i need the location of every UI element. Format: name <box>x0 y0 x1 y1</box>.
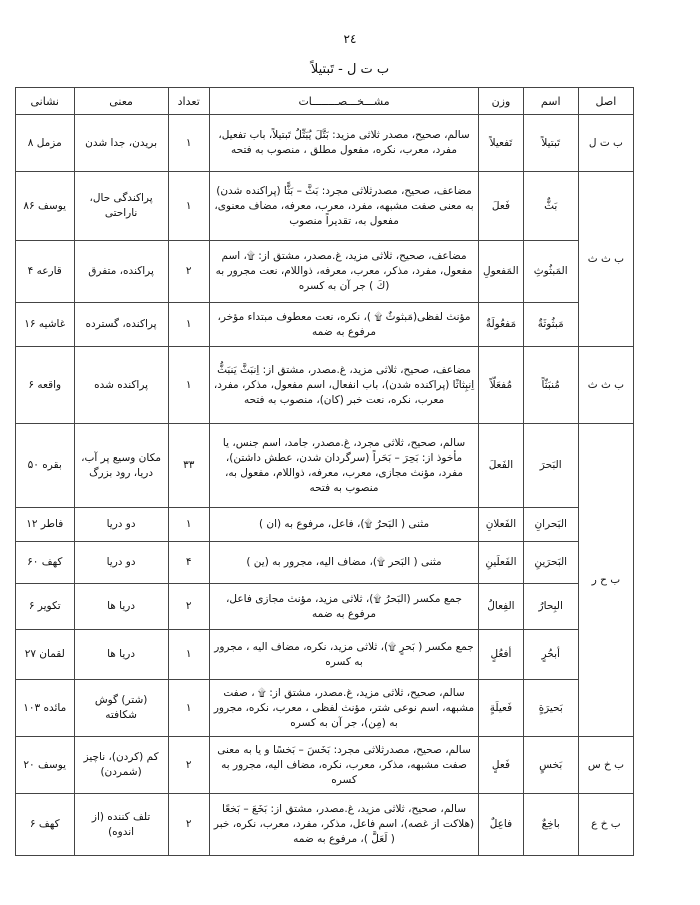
features-cell: مثنى ( البَحر ۩)، مضاف اليه، مجرور به (ين ) <box>209 542 478 584</box>
table-row <box>16 303 634 347</box>
noun-cell: البَحرانِ <box>523 508 578 542</box>
pattern-cell: الفِعالُ <box>479 584 523 630</box>
pattern-cell: الفَعلانِ <box>479 508 523 542</box>
meaning-cell: دريا ها <box>74 584 168 630</box>
table-row <box>16 241 634 303</box>
features-cell: مضاعف، صحيح، مصدرثلاثى مجرد: بَثَّ – بَثًّا (پراكنده شدن) به معنى صفت مشبهه، مفرد، معرب، معرفه، مضاف معنوى، مفعول به، تقديراً منصوب <box>209 172 478 241</box>
header-noun: اسم <box>523 88 578 115</box>
features-cell: جمع مكسر (البَحرُ ۩)، ثلاثى مزيد، مؤنث مجازى فاعل، مرفوع به ضمه <box>209 584 478 630</box>
features-cell: سالم، صحيح، ثلاثى مجرد، غ.مصدر، جامد، اسم جنس، يا مأخوذ از: بَحِرَ – بَحَراً (سرگردان شدن، عطش داشتن)، مفرد، مؤنث مجازى، معرب، معرفه، ذواللام، مفعول به، منصوب به فتحه <box>209 424 478 508</box>
pattern-cell: فَعيلَةٍ <box>479 680 523 737</box>
reference-cell: بقره ۵٠ <box>16 424 75 508</box>
root-cell: ب ح ر <box>578 424 633 737</box>
noun-cell: بَثٌّ <box>523 172 578 241</box>
table-row <box>16 737 634 794</box>
count-cell: ٢ <box>168 241 209 303</box>
meaning-cell: كم (كردن)، ناچيز (شمردن) <box>74 737 168 794</box>
meaning-cell: پراكندگى حال، ناراحتى <box>74 172 168 241</box>
noun-cell: بَخسٍ <box>523 737 578 794</box>
noun-cell: أبحُرٍ <box>523 630 578 680</box>
header-pattern: وزن <box>479 88 523 115</box>
noun-cell: بَحيرَةٍ <box>523 680 578 737</box>
features-cell: مضاعف، صحيح، ثلاثى مزيد، غ.مصدر، مشتق از: ۩، اسم مفعول، مفرد، مذكر، معرب، معرفه، ذواللام، نعت مجرور به (كَ ) جر آن به كسره <box>209 241 478 303</box>
pattern-cell: الفَعلَينِ <box>479 542 523 584</box>
table-row <box>16 630 634 680</box>
noun-cell: باخِعٌ <box>523 794 578 856</box>
noun-cell: البَحرَ <box>523 424 578 508</box>
meaning-cell: دريا ها <box>74 630 168 680</box>
noun-cell: مُنبَثّاً <box>523 347 578 424</box>
meaning-cell: پراكنده شده <box>74 347 168 424</box>
meaning-cell: تلف كننده (از اندوه) <box>74 794 168 856</box>
reference-cell: واقعه ۶ <box>16 347 75 424</box>
header-reference: نشانى <box>16 88 75 115</box>
table-row <box>16 424 634 508</box>
reference-cell: مزمل ٨ <box>16 115 75 172</box>
features-cell: سالم، صحيح، مصدرثلاثى مجرد: بَخَسَ – بَخسًا و يا به معنى صفت مشبهه، مذكر، معرب، نكره، مضاف اليه، مجرور به كسره <box>209 737 478 794</box>
meaning-cell: دو دريا <box>74 542 168 584</box>
root-cell: ب ت ل <box>578 115 633 172</box>
reference-cell: كهف ۶٠ <box>16 542 75 584</box>
count-cell: ١ <box>168 303 209 347</box>
noun-cell: مَبثُوثَةٌ <box>523 303 578 347</box>
noun-cell: تَبتيلاً <box>523 115 578 172</box>
page-number: ٢٤ <box>343 32 357 46</box>
pattern-cell: فَعلٍ <box>479 737 523 794</box>
table-row <box>16 347 634 424</box>
features-cell: سالم، صحيح، ثلاثى مزيد، غ.مصدر، مشتق از: ۩ ، صفت مشبهه، اسم نوعى شتر، مؤنث لفظى ، معرب، نكره، مجرور به (مِن)، جر آن به كسره <box>209 680 478 737</box>
count-cell: ١ <box>168 347 209 424</box>
count-cell: ١ <box>168 172 209 241</box>
count-cell: ٢ <box>168 584 209 630</box>
header-features: مشـــخـــصــــــــات <box>209 88 478 115</box>
pattern-cell: مُفعَلّاً <box>479 347 523 424</box>
reference-cell: لقمان ٢٧ <box>16 630 75 680</box>
features-cell: جمع مكسر ( بَحرٍ ۩)، ثلاثى مزيد، نكره، مضاف اليه ، مجرور به كسره <box>209 630 478 680</box>
count-cell: ۴ <box>168 542 209 584</box>
pattern-cell: فَعلَ <box>479 172 523 241</box>
count-cell: ٢ <box>168 794 209 856</box>
meaning-cell: بريدن، جدا شدن <box>74 115 168 172</box>
pattern-cell: أفعُلٍ <box>479 630 523 680</box>
header-count: تعداد <box>168 88 209 115</box>
reference-cell: فاطر ١٢ <box>16 508 75 542</box>
pattern-cell: مَفعُولَةٌ <box>479 303 523 347</box>
table-row <box>16 508 634 542</box>
count-cell: ٣٣ <box>168 424 209 508</box>
root-cell: ب خ ع <box>578 794 633 856</box>
reference-cell: يوسف ٢٠ <box>16 737 75 794</box>
table-row <box>16 584 634 630</box>
table-row <box>16 542 634 584</box>
reference-cell: تكوير ۶ <box>16 584 75 630</box>
pattern-cell: المَفعولِ <box>479 241 523 303</box>
reference-cell: غاشيه ١۶ <box>16 303 75 347</box>
count-cell: ٢ <box>168 737 209 794</box>
reference-cell: يوسف ٨۶ <box>16 172 75 241</box>
noun-cell: البَحرَينِ <box>523 542 578 584</box>
count-cell: ١ <box>168 115 209 172</box>
meaning-cell: پراكنده، متفرق <box>74 241 168 303</box>
root-cell: ب ث ث <box>578 347 633 424</box>
reference-cell: مائده ١٠٣ <box>16 680 75 737</box>
table-row <box>16 680 634 737</box>
table-header-row <box>16 88 634 115</box>
features-cell: مثنى ( البَحرُ ۩)، فاعل، مرفوع به (ان ) <box>209 508 478 542</box>
root-cell: ب ث ث <box>578 172 633 347</box>
count-cell: ١ <box>168 680 209 737</box>
meaning-cell: دو دريا <box>74 508 168 542</box>
pattern-cell: فاعِلٌ <box>479 794 523 856</box>
table-row <box>16 794 634 856</box>
features-cell: مؤنث لفظى(مَبثوثٌ ۩ )، نكره، نعت معطوف مبتداء مؤخر، مرفوع به ضمه <box>209 303 478 347</box>
table-row <box>16 172 634 241</box>
pattern-cell: الفَعلَ <box>479 424 523 508</box>
header-meaning: معنى <box>74 88 168 115</box>
table-row <box>16 115 634 172</box>
noun-cell: المَبثُوثِ <box>523 241 578 303</box>
meaning-cell: مكان وسيع پر آب، دريا، رود بزرگ <box>74 424 168 508</box>
features-cell: سالم، صحيح، مصدر ثلاثى مزيد: بَتَّلَ يُبَتِّلُ تَبتيلاً، باب تفعيل، مفرد، معرب، نكره، مفعول مطلق ، منصوب به فتحه <box>209 115 478 172</box>
noun-cell: البِحارُ <box>523 584 578 630</box>
reference-cell: كهف ۶ <box>16 794 75 856</box>
features-cell: سالم، صحيح، ثلاثى مزيد، غ.مصدر، مشتق از: بَخَعَ – بَخعًا (هلاكت از غصه)، اسم فاعل، مذكر، مفرد، معرب، نكره، خبر ( لَعَلَّ )، مرفوع به ضمه <box>209 794 478 856</box>
meaning-cell: (شتر) گوش شكافته <box>74 680 168 737</box>
root-cell: ب خ س <box>578 737 633 794</box>
header-root: اصل <box>578 88 633 115</box>
word-analysis-table <box>15 87 634 856</box>
reference-cell: قارعه ۴ <box>16 241 75 303</box>
pattern-cell: تَفعيلاً <box>479 115 523 172</box>
page-title: ب ت ل - تَبتيلاً <box>310 62 390 77</box>
meaning-cell: پراكنده، گسترده <box>74 303 168 347</box>
count-cell: ١ <box>168 630 209 680</box>
features-cell: مضاعف، صحيح، ثلاثى مزيد، غ.مصدر، مشتق از: اِنبَثَّ يَنبَثُّ اِنبِثاثًا (پراكنده شدن)، باب انفعال، اسم مفعول، مذكر، مفرد، معرب، نكره، نعت خبر (كان)، منصوب به فتحه <box>209 347 478 424</box>
count-cell: ١ <box>168 508 209 542</box>
